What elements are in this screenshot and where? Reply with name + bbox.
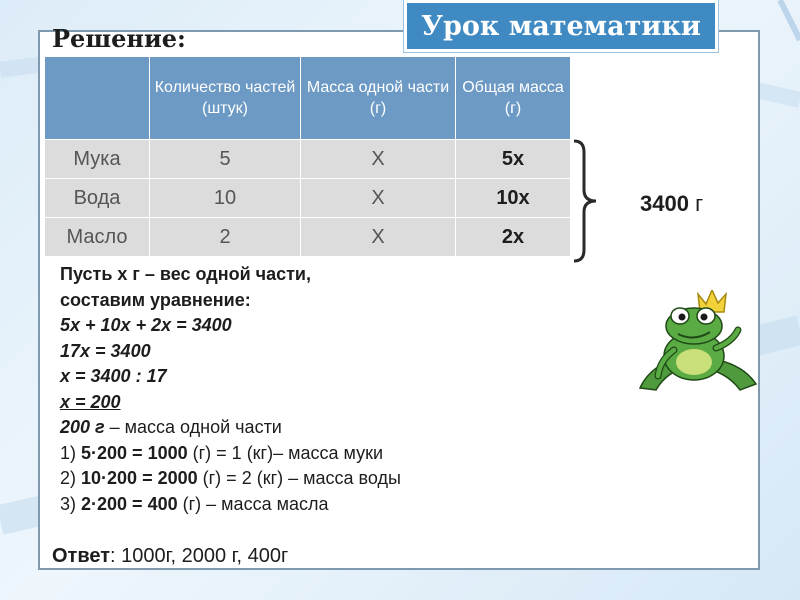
table-header-row bbox=[45, 57, 571, 140]
row-part: Х bbox=[301, 218, 456, 257]
step-text: (г) = 1 (кг)– масса муки bbox=[187, 442, 384, 463]
row-part: Х bbox=[301, 179, 456, 218]
row-count: 5 bbox=[150, 140, 301, 179]
answer-value: 1000г, 2000 г, 400г bbox=[121, 545, 289, 567]
header-count: Количество частей (штук) bbox=[150, 57, 301, 140]
equation-line: х = 3400 : 17 bbox=[60, 366, 167, 386]
answer-colon: : bbox=[110, 545, 122, 567]
part-text: – масса одной части bbox=[104, 417, 282, 437]
step-text: (г) = 2 (кг) – масса воды bbox=[197, 468, 401, 488]
table-row bbox=[45, 179, 571, 218]
part-value: 200 г bbox=[60, 417, 105, 437]
step-line bbox=[60, 441, 401, 467]
header-total-mass: Общая масса (г) bbox=[456, 57, 571, 140]
answer-label: Ответ bbox=[52, 545, 111, 567]
row-count: 10 bbox=[150, 179, 301, 218]
solution-heading: Решение: bbox=[52, 24, 186, 53]
solution-text bbox=[60, 262, 401, 517]
step-calc: 5·200 = 1000 bbox=[81, 442, 188, 463]
total-mass-value: 3400 bbox=[640, 191, 689, 216]
step-calc: 2·200 = 400 bbox=[81, 493, 178, 514]
solution-line: Пусть х г – вес одной части, bbox=[60, 264, 311, 284]
solution-line bbox=[60, 415, 401, 441]
equation-line: 17х = 3400 bbox=[60, 340, 151, 361]
data-table bbox=[44, 56, 571, 257]
row-total: 10х bbox=[456, 179, 571, 218]
row-name: Масло bbox=[45, 218, 150, 257]
table-row bbox=[45, 218, 571, 257]
solution-line: составим уравнение: bbox=[60, 289, 251, 310]
row-total: 2х bbox=[456, 218, 571, 257]
row-name: Вода bbox=[45, 179, 150, 218]
row-part: Х bbox=[301, 140, 456, 179]
step-number: 2) bbox=[60, 468, 82, 488]
lesson-title: Урок математики bbox=[404, 0, 718, 52]
header-part-mass: Масса одной части (г) bbox=[301, 57, 456, 140]
step-number: 3) bbox=[60, 493, 82, 514]
header-empty bbox=[45, 57, 150, 140]
total-mass-unit: г bbox=[695, 191, 704, 216]
row-name: Мука bbox=[45, 140, 150, 179]
row-count: 2 bbox=[150, 218, 301, 257]
table-row bbox=[45, 140, 571, 179]
brace-icon bbox=[572, 138, 602, 264]
step-number: 1) bbox=[60, 442, 82, 463]
step-line bbox=[60, 466, 401, 492]
frog-prince-icon bbox=[634, 290, 764, 398]
total-mass-label bbox=[640, 191, 703, 217]
step-text: (г) – масса масла bbox=[177, 493, 329, 514]
row-total: 5х bbox=[456, 140, 571, 179]
step-calc: 10·200 = 2000 bbox=[81, 468, 198, 488]
answer-line bbox=[52, 545, 288, 568]
equation-line: х = 200 bbox=[60, 391, 121, 412]
equation-line: 5х + 10х + 2х = 3400 bbox=[60, 315, 232, 335]
step-line bbox=[60, 492, 401, 518]
